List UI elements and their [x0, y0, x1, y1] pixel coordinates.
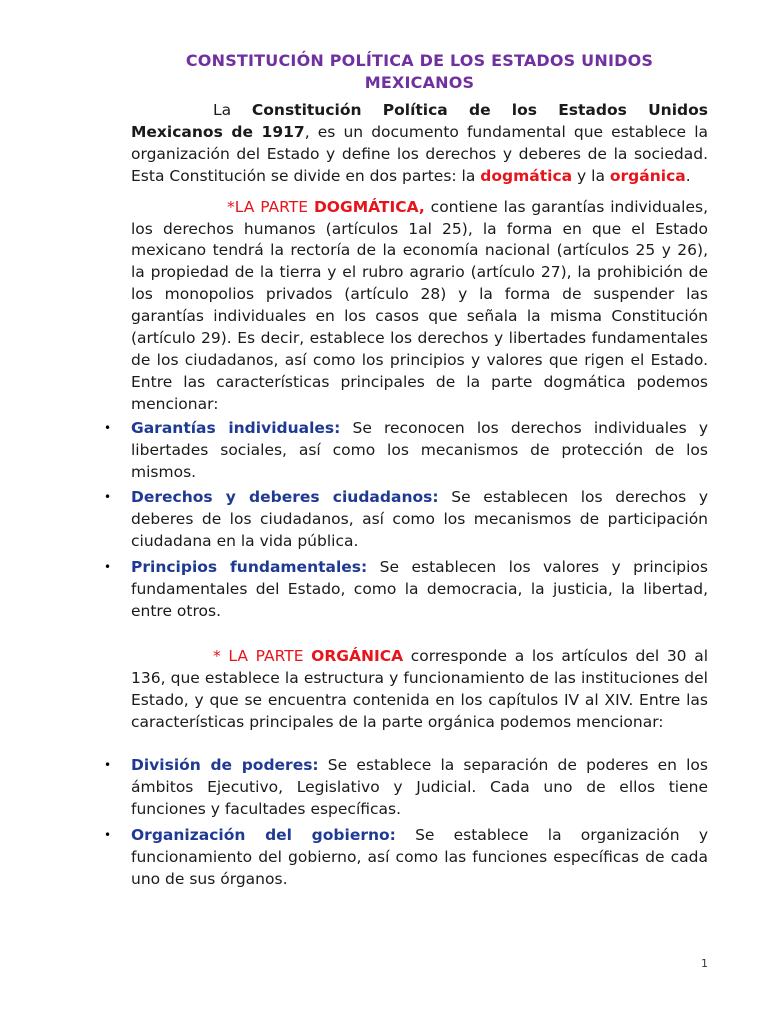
- intro-paragraph: [131, 100, 708, 188]
- list-item: [104, 755, 708, 821]
- organica-list: [104, 755, 708, 890]
- list-item-text: Se establecen los derechos y deberes de los ciudadanos, así como los mecanismos de participación ciudadana en la vida pública.: [131, 488, 708, 551]
- dogmatica-list: [104, 418, 708, 623]
- list-item-term: Derechos y deberes ciudadanos:: [131, 488, 439, 507]
- dogmatica-text: contiene las garantías individuales, los derechos humanos (artículos 1al 25), la forma en que el Estado mexicano tendrá la rectoría de la economía nacional (artículos 25 y 26), la propiedad de la tierra y el rubro agrario (artículo 27), la prohibición de los monopolios privados (artículo 28) y la forma de suspender las garantías individuales en los casos que señala la misma Constitución (artículo 29). Es decir, establece los derechos y libertades fundamentales de los ciudadanos, así como los principios y valores que rigen el Estado. Entre las características principales de la parte dogmática podemos mencionar:: [131, 197, 708, 413]
- intro-text: y la: [572, 166, 610, 185]
- intro-text: La: [213, 101, 252, 119]
- intro-text: .: [685, 166, 691, 185]
- list-item-text: Se establece la organización y funcionamiento del gobierno, así como las funciones específicas de cada uno de sus órganos.: [131, 826, 708, 888]
- dogmatica-keyword: DOGMÁTICA,: [313, 197, 425, 216]
- organica-lead: * LA PARTE: [213, 646, 312, 665]
- dogmatica-highlight: dogmática: [480, 166, 573, 185]
- list-item-text: Se reconocen los derechos individuales y libertades sociales, así como los mecanismos de protección de los mismos.: [131, 418, 708, 481]
- document-body: [104, 50, 708, 891]
- list-item-text: Se establecen los valores y principios fundamentales del Estado, como la democracia, la justicia, la libertad, entre otros.: [131, 558, 708, 620]
- bullet-icon: •: [104, 490, 112, 505]
- organica-highlight: orgánica: [609, 166, 686, 185]
- list-item-term: Organización del gobierno:: [131, 826, 396, 845]
- intro-text: , es un documento fundamental que establece la organización del Estado y define los derechos y deberes de la sociedad. Esta Constitución se divide en dos partes: la: [131, 122, 708, 185]
- bullet-icon: •: [104, 828, 112, 843]
- document-title: CONSTITUCIÓN POLÍTICA DE LOS ESTADOS UNIDOS MEXICANOS: [185, 51, 654, 92]
- bullet-icon: •: [104, 420, 112, 435]
- organica-keyword: ORGÁNICA: [311, 646, 404, 665]
- list-item-term: Principios fundamentales:: [131, 558, 368, 577]
- list-item: [104, 487, 708, 553]
- dogmatica-paragraph: [131, 197, 708, 416]
- bullet-icon: •: [104, 758, 112, 773]
- list-item: [104, 418, 708, 484]
- list-item-text: Se establece la separación de poderes en los ámbitos Ejecutivo, Legislativo y Judicial. Cada uno de ellos tiene funciones y facultades específicas.: [131, 756, 708, 819]
- list-item-term: Garantías individuales:: [131, 418, 341, 437]
- list-item-term: División de poderes:: [131, 756, 319, 775]
- list-item: [104, 825, 708, 891]
- bullet-icon: •: [104, 560, 112, 575]
- page-number: 1: [701, 957, 708, 970]
- list-item: [104, 557, 708, 623]
- constitution-name: Constitución Política de los Estados Unidos Mexicanos de 1917: [131, 101, 708, 141]
- organica-text: corresponde a los artículos del 30 al 136, que establece la estructura y funcionamiento de las instituciones del Estado, y que se encuentra contenida en los capítulos IV al XIV. Entre las características principales de la parte orgánica podemos mencionar:: [131, 646, 708, 731]
- dogmatica-lead: *LA PARTE: [227, 197, 314, 216]
- organica-paragraph: [131, 646, 708, 734]
